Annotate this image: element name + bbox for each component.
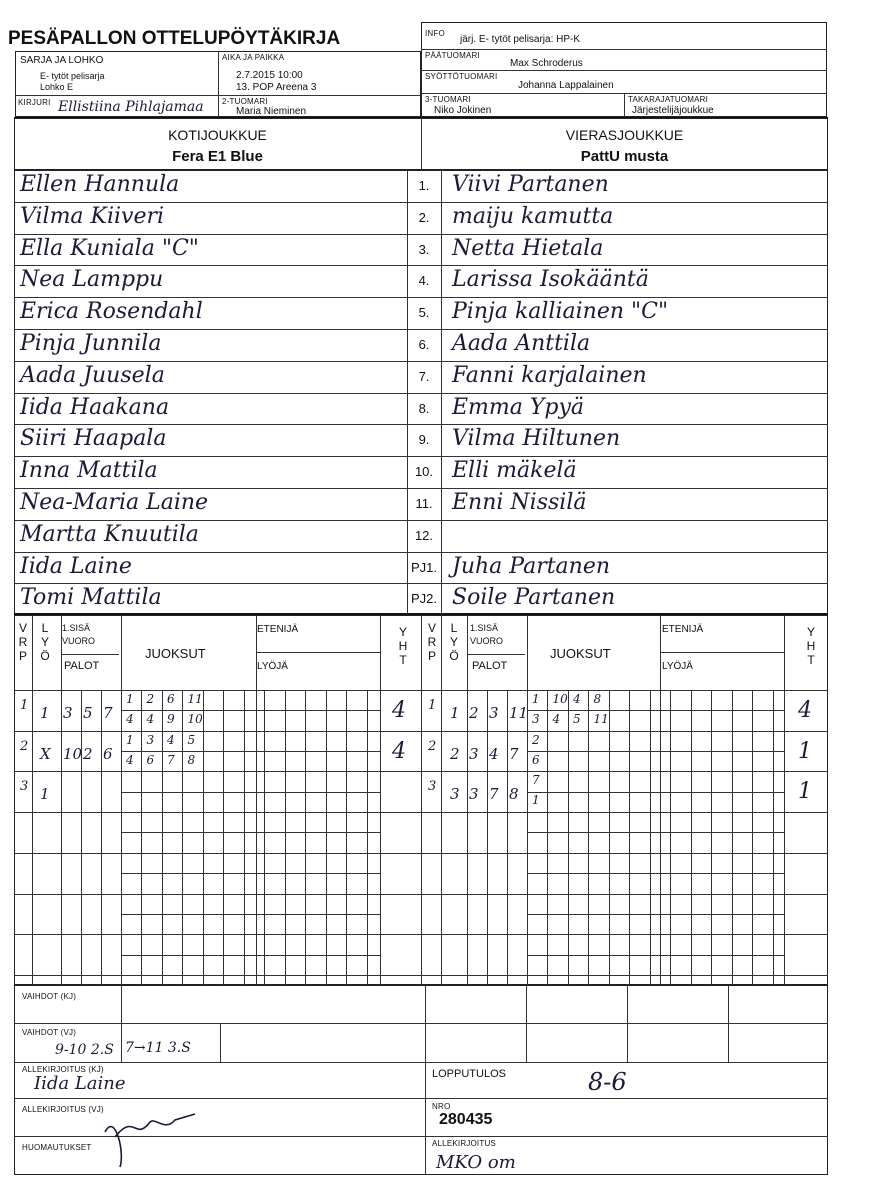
yht-letter-3: T (807, 653, 815, 667)
yht-letter-2: H (398, 639, 408, 653)
lyo-letter-2: Y (449, 635, 458, 649)
run-top-entry: 1 (532, 692, 540, 706)
run-bottom-entry: 4 (126, 752, 134, 767)
run-bottom-entry: 4 (126, 712, 134, 726)
yht-letter-1: Y (398, 625, 407, 639)
run-top-entry: 5 (187, 732, 196, 747)
home-etenija-header: ETENIJÄ (257, 624, 299, 635)
yht-letter-2: H (806, 639, 816, 653)
page-title: PESÄPALLON OTTELUPÖYTÄKIRJA (8, 28, 341, 49)
run-bottom-entry: 10 (187, 712, 203, 726)
inning-total: 4 (798, 698, 812, 723)
signature-value: MKO om (436, 1152, 516, 1173)
palot-entry: 2 (469, 704, 479, 722)
run-top-entry: 1 (126, 732, 134, 747)
info-label: INFO (425, 29, 445, 38)
away-player-name: maiju kamutta (452, 203, 614, 229)
sign-home-label: ALLEKIRJOITUS (KJ) (22, 1065, 104, 1074)
inning-number: 2 (20, 738, 29, 754)
lineup-number: 9. (418, 432, 430, 448)
lineup-number: 10. (414, 464, 434, 480)
vrp-letter-3: P (18, 649, 27, 663)
batter-mark: 1 (40, 704, 50, 722)
home-player-name: Nea Lamppu (20, 267, 164, 293)
run-top-entry: 10 (552, 692, 568, 706)
lineup-number: 8. (418, 400, 430, 416)
away-juoksut-header: JUOKSUT (550, 646, 611, 661)
sisavuoro-line-2: VUORO (470, 636, 504, 646)
inning-number: 1 (428, 698, 437, 713)
lineup-number: PJ2. (410, 591, 437, 607)
away-player-name: Viivi Partanen (452, 172, 609, 197)
run-top-entry: 8 (593, 692, 602, 706)
yht-letter-1: Y (806, 625, 815, 639)
palot-entry: 7 (103, 704, 113, 722)
run-bottom-entry: 4 (146, 712, 155, 726)
lyo-letter-2: Y (40, 635, 49, 649)
run-bottom-entry: 1 (532, 793, 540, 808)
home-player-name: Aada Juusela (20, 362, 165, 388)
home-player-name: Nea-Maria Laine (20, 490, 209, 515)
palot-entry: 3 (63, 704, 73, 722)
venue: 13. POP Areena 3 (236, 82, 317, 93)
inning-number: 3 (428, 779, 437, 795)
run-top-entry: 3 (146, 732, 155, 747)
lineup-number: 1. (418, 178, 430, 193)
lyo-letter-1: L (450, 621, 458, 635)
away-player-name: Emma Ypyä (452, 394, 585, 420)
batter-mark: X (40, 744, 51, 763)
batter-mark: 3 (450, 785, 460, 804)
subs-away-label: VAIHDOT (VJ) (22, 1028, 77, 1037)
vrp-letter-2: R (18, 635, 28, 649)
sisavuoro-line-1: 1.SISÄ (470, 623, 499, 633)
run-top-entry: 4 (573, 692, 581, 706)
subs-away-value-2: 7→11 3.S (125, 1040, 191, 1056)
home-team-name: Fera E1 Blue (172, 148, 263, 165)
back-umpire-label: TAKARAJATUOMARI (628, 95, 709, 104)
pitch-umpire-value: Johanna Lappalainen (518, 80, 614, 91)
batter-mark: 2 (450, 744, 460, 763)
run-top-entry: 7 (532, 773, 540, 788)
away-player-name: Juha Partanen (452, 553, 611, 579)
series-label: SARJA JA LOHKO (20, 55, 104, 66)
sisavuoro-line-2: VUORO (62, 636, 96, 646)
lineup-number: PJ1. (410, 559, 437, 575)
palot-entry: 2 (83, 744, 93, 763)
palot-entry: 7 (509, 744, 519, 763)
inning-total: 1 (798, 779, 812, 805)
run-top-entry: 2 (146, 692, 155, 706)
palot-entry: 3 (489, 704, 499, 722)
home-player-name: Iida Laine (20, 553, 132, 579)
away-player-name: Enni Nissilä (452, 490, 587, 515)
batter-mark: 1 (450, 704, 460, 722)
umpire2-label: 2-TUOMARI (222, 97, 268, 106)
home-player-name: Vilma Kiiveri (20, 203, 165, 229)
home-player-name: Tomi Mattila (20, 585, 162, 611)
home-player-name: Pinja Junnila (20, 331, 162, 356)
home-player-name: Siiri Haapala (20, 426, 167, 452)
time-place-label: AIKA JA PAIKKA (222, 53, 285, 62)
away-player-name: Aada Anttila (452, 331, 591, 356)
away-yht-header (801, 625, 821, 667)
away-lyo-header (441, 621, 467, 663)
away-palot-header: PALOT (472, 660, 508, 672)
away-sisavuoro-header (470, 622, 503, 648)
back-umpire-value: Järjestelijäjoukkue (632, 105, 714, 116)
nro-label: NRO (432, 1102, 451, 1111)
lineup-number: 7. (418, 368, 430, 384)
info-value: järj. E- tytöt pelisarja: HP-K (460, 34, 581, 45)
series-value: E- tytöt pelisarja (40, 71, 105, 81)
umpire3-value: Niko Jokinen (434, 105, 492, 116)
umpire2-value: Maria Nieminen (236, 106, 307, 117)
run-bottom-entry: 11 (593, 712, 609, 726)
run-bottom-entry: 6 (532, 752, 540, 767)
away-player-name: Netta Hietala (452, 235, 604, 261)
run-top-entry: 6 (167, 692, 175, 706)
run-top-entry: 11 (187, 692, 203, 706)
run-bottom-entry: 6 (146, 752, 155, 767)
away-team-label: VIERASJOUKKUE (565, 127, 684, 143)
away-team-name: PattU musta (580, 148, 669, 165)
date-time: 2.7.2015 10:00 (236, 70, 303, 81)
yht-letter-3: T (399, 653, 407, 667)
sign-away-label: ALLEKIRJOITUS (VJ) (22, 1105, 104, 1114)
run-bottom-entry: 5 (573, 712, 581, 726)
head-umpire-value: Max Schroderus (510, 58, 583, 69)
lineup-number: 6. (418, 337, 430, 352)
lineup-number: 11. (415, 496, 433, 511)
nro-value: 280435 (439, 1111, 493, 1128)
vrp-letter-3: P (427, 649, 436, 663)
palot-entry: 4 (489, 744, 499, 763)
away-player-name: Larissa Isokääntä (452, 267, 649, 293)
run-top-entry: 1 (126, 692, 134, 706)
home-vrp-header (14, 621, 32, 663)
home-team-label: KOTIJOUKKUE (168, 127, 267, 143)
away-player-name: Soile Partanen (452, 585, 616, 611)
run-top-entry: 2 (532, 732, 540, 747)
inning-total: 1 (798, 738, 812, 764)
home-player-name: Ella Kuniala "C" (20, 235, 199, 261)
lineup-number: 3. (418, 241, 430, 257)
lyo-letter-3: Ö (40, 649, 50, 663)
away-player-name: Elli mäkelä (452, 458, 577, 484)
run-bottom-entry: 7 (167, 752, 175, 767)
lyo-letter-1: L (41, 621, 49, 635)
lyo-letter-3: Ö (449, 649, 459, 663)
sisavuoro-line-1: 1.SISÄ (62, 623, 91, 633)
run-top-entry: 4 (167, 732, 175, 747)
pitch-umpire-label: SYÖTTÖTUOMARI (425, 72, 498, 81)
home-lyo-header (32, 621, 58, 663)
inning-total: 4 (392, 738, 406, 764)
home-player-name: Iida Haakana (20, 394, 170, 420)
palot-entry: 8 (509, 785, 519, 804)
head-umpire-label: PÄÄTUOMARI (425, 51, 480, 60)
away-lyoja-header: LYÖJÄ (662, 661, 693, 672)
home-player-name: Inna Mattila (20, 458, 158, 484)
vrp-letter-1: V (18, 621, 27, 635)
run-bottom-entry: 4 (552, 712, 561, 726)
lineup-number: 4. (418, 273, 430, 289)
inning-number: 1 (20, 698, 29, 713)
umpire3-label: 3-TUOMARI (425, 95, 471, 104)
lineup-number: 2. (418, 209, 430, 225)
home-player-name: Ellen Hannula (20, 172, 180, 197)
away-player-name: Vilma Hiltunen (452, 426, 621, 452)
home-player-name: Erica Rosendahl (20, 299, 203, 325)
home-juoksut-header: JUOKSUT (145, 646, 206, 661)
vrp-letter-1: V (427, 621, 436, 635)
subs-home-label: VAIHDOT (KJ) (22, 992, 77, 1001)
signature-scribble-away (95, 1092, 205, 1172)
batter-mark: 1 (40, 785, 50, 804)
result-value: 8-6 (588, 1068, 627, 1096)
lineup-number: 5. (418, 305, 430, 321)
home-palot-header: PALOT (64, 660, 100, 672)
notes-label: HUOMAUTUKSET (22, 1143, 92, 1152)
vrp-letter-2: R (427, 635, 437, 649)
signature-label: ALLEKIRJOITUS (432, 1139, 496, 1148)
palot-entry: 7 (489, 785, 499, 804)
away-vrp-header (423, 621, 441, 663)
home-lyoja-header: LYÖJÄ (257, 661, 288, 672)
lineup-number: 12. (414, 527, 434, 543)
recorder-value: Ellistiina Pihlajamaa (58, 99, 204, 115)
home-yht-header (393, 625, 413, 667)
palot-entry: 11 (509, 704, 529, 722)
home-player-name: Martta Knuutila (20, 521, 199, 547)
subs-away-value-1: 9-10 2.S (55, 1042, 114, 1058)
inning-total: 4 (392, 698, 406, 723)
away-etenija-header: ETENIJÄ (662, 624, 704, 635)
sign-home-value: Iida Laine (34, 1073, 126, 1094)
palot-entry: 3 (469, 744, 479, 763)
away-player-name: Fanni karjalainen (452, 362, 647, 388)
palot-entry: 10 (63, 744, 83, 763)
result-label: LOPPUTULOS (432, 1068, 506, 1080)
home-sisavuoro-header (62, 622, 95, 648)
palot-entry: 6 (103, 744, 113, 763)
palot-entry: 5 (83, 704, 93, 722)
palot-entry: 3 (469, 785, 479, 804)
recorder-label: KIRJURI (18, 98, 51, 107)
group-value: Lohko E (40, 82, 74, 92)
inning-number: 2 (428, 738, 437, 754)
run-bottom-entry: 8 (187, 752, 196, 767)
run-bottom-entry: 3 (532, 712, 540, 726)
inning-number: 3 (20, 779, 29, 795)
away-player-name: Pinja kalliainen "C" (452, 299, 669, 325)
run-bottom-entry: 9 (167, 712, 175, 726)
